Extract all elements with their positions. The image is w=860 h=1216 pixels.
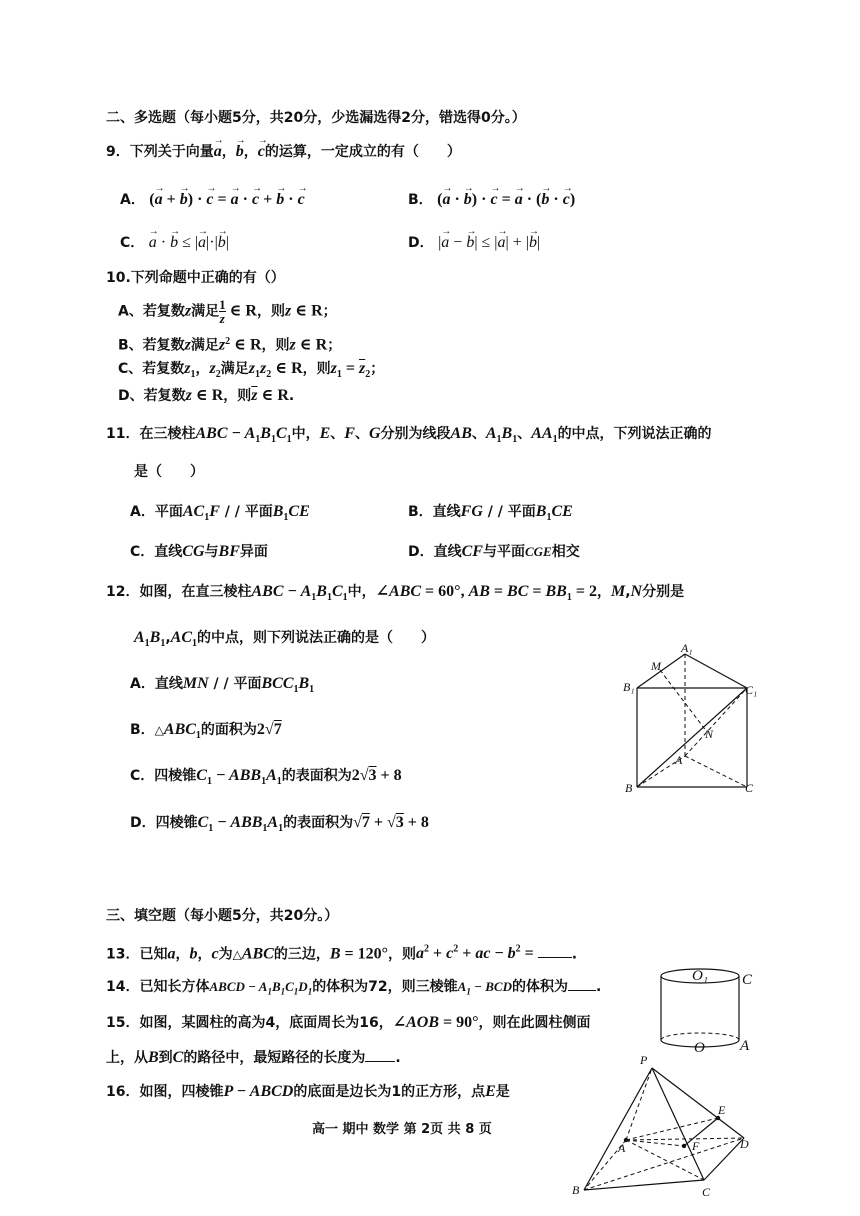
q12-fig-label: N — [705, 727, 714, 741]
q12-fig-label: B — [625, 781, 633, 795]
q11-option-c: C．直线CG与BF异面 — [130, 543, 268, 560]
q11-option-a: A．平面$AC_1F$ / / 平面$B_1CE$ — [130, 503, 310, 523]
q16-fig-label: D — [740, 1137, 749, 1151]
q9-stem: 9．下列关于向量→ a，→ b，→ c的运算，一定成立的有（ ） — [106, 142, 461, 162]
q12-fig-label: A₁ — [681, 641, 693, 655]
q15-line2: 上，从B到C的路径中，最短路径的长度为 . — [106, 1049, 401, 1066]
q12-fig-label: C₁ — [745, 683, 758, 697]
q10-option-d: D、若复数z ∈ R，则$\overline{z}$ ∈ R. — [118, 387, 295, 404]
q15-fig-label: A — [740, 1038, 750, 1052]
q12-fig-label: C — [745, 781, 754, 795]
section2-heading: 二、多选题（每小题5分，共20分，少选漏选得2分，错选得0分。） — [106, 110, 526, 126]
q12-stem: 12．如图，在直三棱柱ABC − $A_1B_1C_1$中，∠ABC = 60°, AB = BC = $BB_1 = 2$，M,N分别是 — [106, 583, 685, 604]
q12-fig-label: A — [675, 753, 683, 767]
q14-text: 14．已知长方体ABCD − $A_1B_1C_1D_1$的体积为72，则三棱锥$A_1$ − BCD的体积为 . — [106, 979, 602, 997]
q16-fig-label: P — [640, 1053, 648, 1067]
q9-option-d: D． |→ a − → b| ≤ |→ a| + |→ b| — [408, 233, 540, 253]
q16-fig-label: F — [692, 1139, 700, 1153]
q15-fig-label: O — [694, 1040, 705, 1052]
q12-fig-label: B₁ — [623, 680, 635, 694]
q12-fig-label: M — [651, 659, 661, 673]
q16-fig-label: B — [572, 1183, 580, 1197]
q9-option-b: B． (→ a · → b) · → c = → a · (→ b · → c) — [408, 190, 575, 210]
q16-fig-label: A — [618, 1141, 626, 1155]
q10-option-c: C、若复数$z_1$，$z_2$满足$z_1z_2$ ∈ R，则$z_1 = \overline{z}_2$； — [118, 360, 385, 380]
q16-text: 16．如图，四棱锥P − ABCD的底面是边长为1的正方形，点E是 — [106, 1083, 510, 1100]
q15-line1: 15．如图，某圆柱的高为4，底面周长为16，∠AOB = 90°，则在此圆柱侧面 — [106, 1014, 591, 1031]
q9-option-a: A． (→ a + → b) · → c = → a · → c + → b · → c — [120, 190, 305, 210]
q12-option-a: A．直线MN / / 平面$BCC_1B_1$ — [130, 675, 315, 695]
q12-option-d: D．四棱锥$C_1 - ABB_1A_1$的表面积为√7 + √3 + 8 — [130, 814, 429, 834]
q16-fig-label: C — [702, 1185, 711, 1199]
q15-cylinder-figure — [650, 960, 760, 1052]
q10-stem: 10.下列命题中正确的有（） — [106, 270, 285, 286]
q11-option-b: B．直线FG / / 平面$B_1CE$ — [408, 503, 573, 523]
section3-heading: 三、填空题（每小题5分，共20分。） — [106, 908, 339, 924]
q16-fig-label: E — [718, 1103, 726, 1117]
q11-stem-line2: 是（ ） — [134, 464, 204, 480]
q12-prism-figure — [615, 640, 765, 800]
q12-option-c: C．四棱锥$C_1 - ABB_1A_1$的表面积为2√3 + 8 — [130, 767, 402, 787]
q15-fig-label: C — [742, 972, 753, 988]
q13-text: 13．已知a，b，c为△ABC的三边，B = 120°，则$a^2 + c^2$ + ac − $b^2$ = . — [106, 944, 578, 963]
q10-option-b: B、若复数z满足$z^2$ ∈ R，则z ∈ R； — [118, 336, 342, 354]
q15-fig-label: O₁ — [692, 968, 709, 984]
q12-stem-line2: $A_1B_1,AC_1$的中点，则下列说法正确的是（ ） — [134, 629, 436, 649]
q9-option-c: C． → a · → b ≤ |→ a|·|→ b| — [120, 233, 229, 253]
q10-option-a: A、若复数z满足 $\frac{1}{z}$ ∈ R，则z ∈ R； — [118, 297, 337, 326]
page-footer: 高一 期中 数学 第 2页 共 8 页 — [312, 1122, 492, 1137]
q16-pyramid-figure — [568, 1052, 760, 1216]
q12-option-b: B．$\triangle ABC_1$的面积为2√7 — [130, 721, 282, 741]
q11-option-d: D．直线CF与平面CGE相交 — [408, 543, 580, 560]
q11-stem: 11．在三棱柱ABC − $A_1B_1C_1$中，E、F、G分别为线段AB、$A_1B_1$、$AA_1$的中点，下列说法正确的 — [106, 425, 712, 445]
